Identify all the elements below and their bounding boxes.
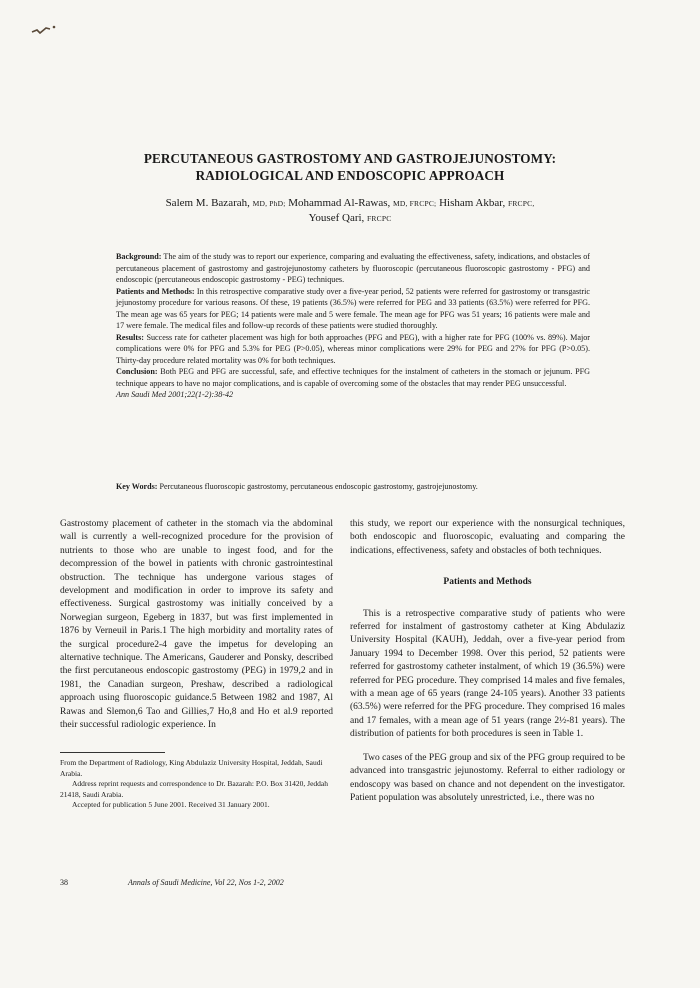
title-line-1: PERCUTANEOUS GASTROSTOMY AND GASTROJEJUNOSTOMY: (143, 151, 557, 166)
author-name: Salem M. Bazarah, (165, 197, 250, 209)
abstract-text: In this retrospective comparative study over a five-year period, 52 patients were referred for gastrostomy or transgastric jejunostomy procedure for various reasons. Of these, 19 patients (36.5%) were referred for PEG and 33 patients (63.5%) were referred for PFG. The mean age was 65 years for PEG; 14 patients were male and 5 were female. The mean age for PFG was 51 years; 16 patients were male and 17 were female. The medical files and follow-up records of these patients were studied thoroughly. (116, 286, 590, 330)
abstract-label: Background: (116, 252, 162, 261)
body-column-left (60, 518, 333, 733)
abstract (116, 251, 590, 401)
abstract-methods (116, 286, 590, 332)
body-column-right (350, 518, 625, 805)
journal-name: Annals of Saudi Medicine, Vol 22, Nos 1-2, 2002 (128, 878, 284, 887)
page-number: 38 (60, 878, 68, 887)
footnote-divider (60, 752, 165, 753)
footnote-address: Address reprint requests and correspondence to Dr. Bazarah: P.O. Box 31420, Jeddah 21418, Saudi Arabia. (60, 779, 328, 799)
key-words (116, 481, 596, 492)
footnote-affiliation: From the Department of Radiology, King Abdulaziz University Hospital, Jeddah, Saudi Arabia. (60, 758, 323, 778)
abstract-text: Both PEG and PFG are successful, safe, and effective techniques for the instalment of catheters in the stomach or jejunum. PFG technique appears to have no major complications, and is capable of overcoming some of the obstacles that may render PEG unsuccessful. (116, 367, 590, 388)
abstract-conclusion (116, 366, 590, 389)
footnotes (60, 758, 333, 811)
scan-mark-icon (30, 22, 60, 36)
journal-citation: Ann Saudi Med 2001;22(1-2):38-42 (116, 390, 234, 399)
author-name: Yousef Qari, (308, 212, 365, 224)
body-paragraph: this study, we report our experience with the nonsurgical techniques, both endoscopic and fluoroscopic, evaluating and comparing the indications, effectiveness, safety and obstacles of both techniques. (350, 519, 625, 556)
abstract-label: Patients and Methods: (116, 286, 195, 296)
abstract-text: The aim of the study was to report our experience, comparing and evaluating the effectiveness, safety, indications, and obstacles of percutaneous placement of gastrostomy and gastrojejunostomy catheters by fluoroscopic (percutaneous fluoroscopic gastrostomy - PFG) and endoscopic (percutaneous endoscopic gastrostomy - PEG) techniques. (116, 252, 590, 284)
author-degrees: MD, PhD; (252, 199, 286, 208)
author-degrees: FRCPC, (507, 199, 535, 208)
section-heading: Patients and Methods (443, 577, 532, 588)
body-paragraph: Gastrostomy placement of catheter in the stomach via the abdominal wall is currently a well-recognized procedure for the provision of nutrients to those who are unable to ingest food, and for the decompression of the bowel in patients with chronic gastrointestinal obstruction. The technique has undergone various stages of development and modification in order to improve its safety and effectiveness. Surgical gastrostomy was initially conceived by a Norwegian surgeon, Egeberg in 1837, but was first implemented in 1876 by Verneuil in Paris.1 The high morbidity and mortality rates of the surgical procedure2-4 gave the impetus for developing an alternative technique. The Americans, Gauderer and Ponsky, described the first percutaneous endoscopic gastrostomy (PEG) in 1979,2 and in 1981, the Canadian surgeon, Preshaw, described a radiological approach using fluoroscopic guidance.5 Between 1982 and 1987, Al Rawas and Slemon,6 Tao and Gillies,7 Ho,8 and Ho et al.9 reported their successful radiologic experience. In (60, 519, 333, 731)
author-name: Hisham Akbar, (439, 197, 506, 209)
author-name: Mohammad Al-Rawas, (288, 197, 391, 209)
author-list (120, 196, 580, 226)
abstract-label: Conclusion: (116, 367, 158, 376)
key-words-text: Percutaneous fluoroscopic gastrostomy, percutaneous endoscopic gastrostomy, gastrojejunostomy. (157, 482, 478, 491)
author-degrees: MD, FRCPC; (393, 199, 437, 208)
article-title (100, 150, 600, 184)
abstract-text: Success rate for catheter placement was high for both approaches (PFG and PEG), with a higher rate for PFG (100% vs. 89%). Major complications were 0% for PFG and 5.3% for PEG (P>0.05), whereas minor complications were 29% for PEG and 27% for PFG (P>0.05). Thirty-day procedure related mortality was 0% for both techniques. (116, 332, 590, 365)
abstract-label: Results: (116, 332, 144, 342)
body-paragraph: Two cases of the PEG group and six of the PFG group required to be advanced into transgastric jejunostomy. Referral to either radiology or endoscopy was based on chance and not dependent on the investigator. Patient population was absolutely unrestricted, i.e., there was no (350, 752, 625, 803)
key-words-label: Key Words: (116, 482, 158, 491)
footnote-accepted: Accepted for publication 5 June 2001. Received 31 January 2001. (72, 800, 270, 809)
author-degrees: FRCPC (367, 214, 392, 223)
body-paragraph: This is a retrospective comparative study of patients who were referred for instalment of gastrostomy catheter at King Abdulaziz University Hospital (KAUH), Jeddah, over a five-year period from January 1994 to December 1998. Over this period, 52 patients were referred for gastrostomy catheter instalment, of which 19 (36.5%) were referred for PEG procedure. They comprised 14 males and five females, with a mean age of 65 years (range 24-105 years). Another 33 patients (63.5%) were referred for the PFG procedure. They comprised 16 males and 17 females, with a mean age of 51 years (range 2½-81 years). The distribution of patients for both procedures is seen in Table 1. (350, 608, 625, 740)
title-line-2: RADIOLOGICAL AND ENDOSCOPIC APPROACH (195, 168, 505, 183)
abstract-results (116, 332, 590, 367)
abstract-background (116, 251, 590, 286)
